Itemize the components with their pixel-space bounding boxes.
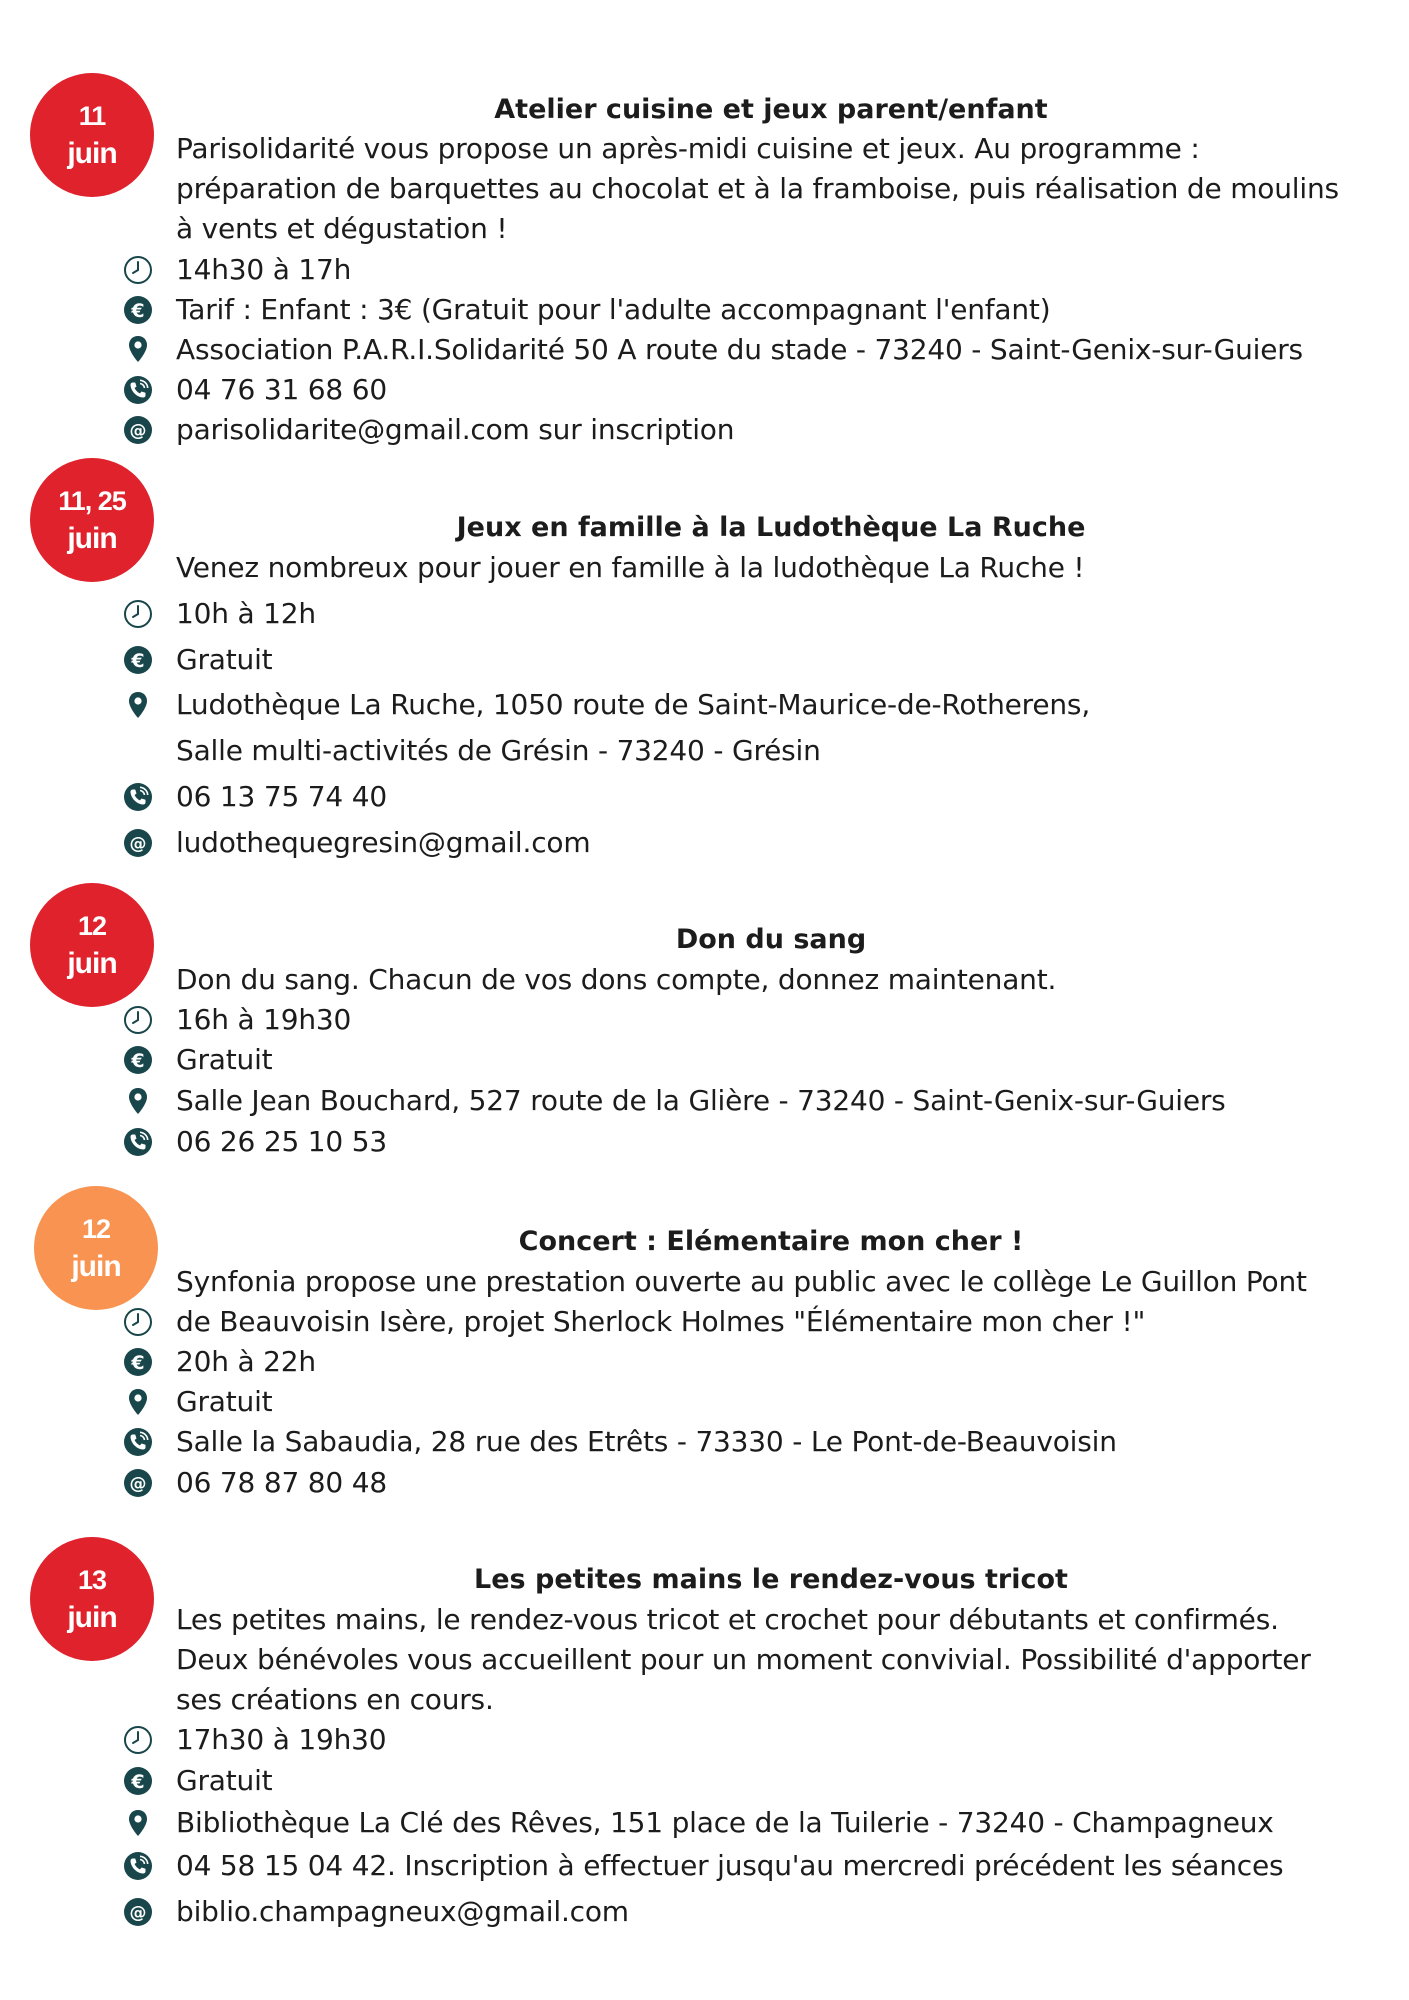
svg-text:@: @ — [129, 1474, 147, 1494]
email-icon — [122, 414, 154, 446]
clock-icon — [122, 1004, 154, 1036]
email-icon — [122, 827, 154, 859]
svg-text:@: @ — [129, 834, 147, 854]
svg-text:€: € — [131, 1771, 145, 1793]
event-description: Don du sang. Chacun de vos dons compte, donnez maintenant. — [176, 963, 1057, 996]
location-pin-icon — [122, 689, 154, 721]
phone-icon — [122, 374, 154, 406]
event-phone[interactable]: 04 58 15 04 42. Inscription à effectuer jusqu'au mercredi précédent les séances — [176, 1849, 1284, 1882]
date-month: juin — [67, 522, 117, 555]
clock-icon — [122, 598, 154, 630]
euro-icon — [122, 1765, 154, 1797]
event-description: Gratuit — [176, 1385, 273, 1418]
event-title: Concert : Elémentaire mon cher ! — [518, 1226, 1024, 1257]
date-month: juin — [67, 1601, 117, 1634]
phone-icon — [122, 1850, 154, 1882]
event-description: 20h à 22h — [176, 1345, 316, 1378]
date-month: juin — [67, 947, 117, 980]
phone-icon — [122, 1426, 154, 1458]
event-hours: 17h30 à 19h30 — [176, 1723, 387, 1756]
svg-text:€: € — [131, 650, 145, 672]
phone-icon — [122, 781, 154, 813]
location-pin-icon — [122, 1807, 154, 1839]
svg-text:@: @ — [129, 421, 147, 441]
date-day: 13 — [77, 1565, 107, 1595]
event-title: Don du sang — [675, 924, 867, 955]
date-day: 12 — [77, 911, 107, 941]
date-badge — [30, 73, 154, 197]
date-month: juin — [67, 137, 117, 170]
location-pin-icon — [122, 1386, 154, 1418]
euro-icon — [122, 1044, 154, 1076]
event-phone[interactable]: 06 13 75 74 40 — [176, 780, 387, 813]
event-phone[interactable]: 04 76 31 68 60 — [176, 373, 387, 406]
svg-text:€: € — [131, 1050, 145, 1072]
clock-icon — [122, 254, 154, 286]
event-price: Gratuit — [176, 643, 273, 676]
event-title: Les petites mains le rendez-vous tricot — [474, 1564, 1068, 1595]
date-badge — [30, 883, 154, 1007]
email-icon — [122, 1467, 154, 1499]
event-hours: 16h à 19h30 — [176, 1003, 352, 1036]
event-email[interactable]: ludothequegresin@gmail.com — [176, 826, 591, 859]
date-badge — [30, 1537, 154, 1661]
date-day: 12 — [81, 1214, 111, 1244]
event-description[interactable]: 06 78 87 80 48 — [176, 1466, 387, 1499]
email-icon — [122, 1896, 154, 1928]
date-month: juin — [71, 1250, 121, 1283]
event-phone[interactable]: 06 26 25 10 53 — [176, 1125, 387, 1158]
event-address: Bibliothèque La Clé des Rêves, 151 place de la Tuilerie - 73240 - Champagneux — [176, 1806, 1274, 1839]
svg-text:@: @ — [129, 1903, 147, 1923]
euro-icon — [122, 1346, 154, 1378]
date-day: 11 — [78, 101, 106, 131]
event-address: Salle multi-activités de Grésin - 73240 - Grésin — [176, 734, 821, 767]
location-pin-icon — [122, 333, 154, 365]
event-description: Deux bénévoles vous accueillent pour un moment convivial. Possibilité d'apporter — [176, 1643, 1311, 1676]
event-description: Venez nombreux pour jouer en famille à la ludothèque La Ruche ! — [176, 551, 1085, 584]
event-description: Parisolidarité vous propose un après-midi cuisine et jeux. Au programme : — [176, 132, 1200, 165]
event-description: Les petites mains, le rendez-vous tricot et crochet pour débutants et confirmés. — [176, 1603, 1279, 1636]
event-price: Gratuit — [176, 1043, 273, 1076]
event-description: Synfonia propose une prestation ouverte au public avec le collège Le Guillon Pont — [176, 1265, 1307, 1298]
event-address: Ludothèque La Ruche, 1050 route de Saint-Maurice-de-Rotherens, — [176, 688, 1091, 721]
clock-icon — [122, 1724, 154, 1756]
date-badge — [30, 458, 154, 582]
event-description: de Beauvoisin Isère, projet Sherlock Holmes "Élémentaire mon cher !" — [176, 1305, 1146, 1338]
event-address: Association P.A.R.I.Solidarité 50 A route du stade - 73240 - Saint-Genix-sur-Guiers — [176, 333, 1303, 366]
event-email[interactable]: biblio.champagneux@gmail.com — [176, 1895, 629, 1928]
event-hours: 14h30 à 17h — [176, 253, 352, 286]
clock-icon — [122, 1306, 154, 1338]
event-title: Jeux en famille à la Ludothèque La Ruche — [456, 512, 1086, 543]
svg-text:€: € — [131, 1352, 145, 1374]
location-pin-icon — [122, 1085, 154, 1117]
phone-icon — [122, 1126, 154, 1158]
date-day: 11, 25 — [58, 486, 126, 516]
event-address: Salle Jean Bouchard, 527 route de la Glière - 73240 - Saint-Genix-sur-Guiers — [176, 1084, 1226, 1117]
date-badge — [34, 1186, 158, 1310]
event-price: Tarif : Enfant : 3€ (Gratuit pour l'adulte accompagnant l'enfant) — [176, 293, 1051, 326]
event-description: à vents et dégustation ! — [176, 212, 508, 245]
event-email[interactable]: parisolidarite@gmail.com sur inscription — [176, 413, 735, 446]
event-hours: 10h à 12h — [176, 597, 316, 630]
event-description: ses créations en cours. — [176, 1683, 494, 1716]
event-description: préparation de barquettes au chocolat et à la framboise, puis réalisation de moulins — [176, 172, 1339, 205]
svg-text:€: € — [131, 300, 145, 322]
euro-icon — [122, 644, 154, 676]
event-price: Gratuit — [176, 1764, 273, 1797]
event-description: Salle la Sabaudia, 28 rue des Etrêts - 73330 - Le Pont-de-Beauvoisin — [176, 1425, 1117, 1458]
event-title: Atelier cuisine et jeux parent/enfant — [494, 94, 1048, 125]
euro-icon — [122, 294, 154, 326]
